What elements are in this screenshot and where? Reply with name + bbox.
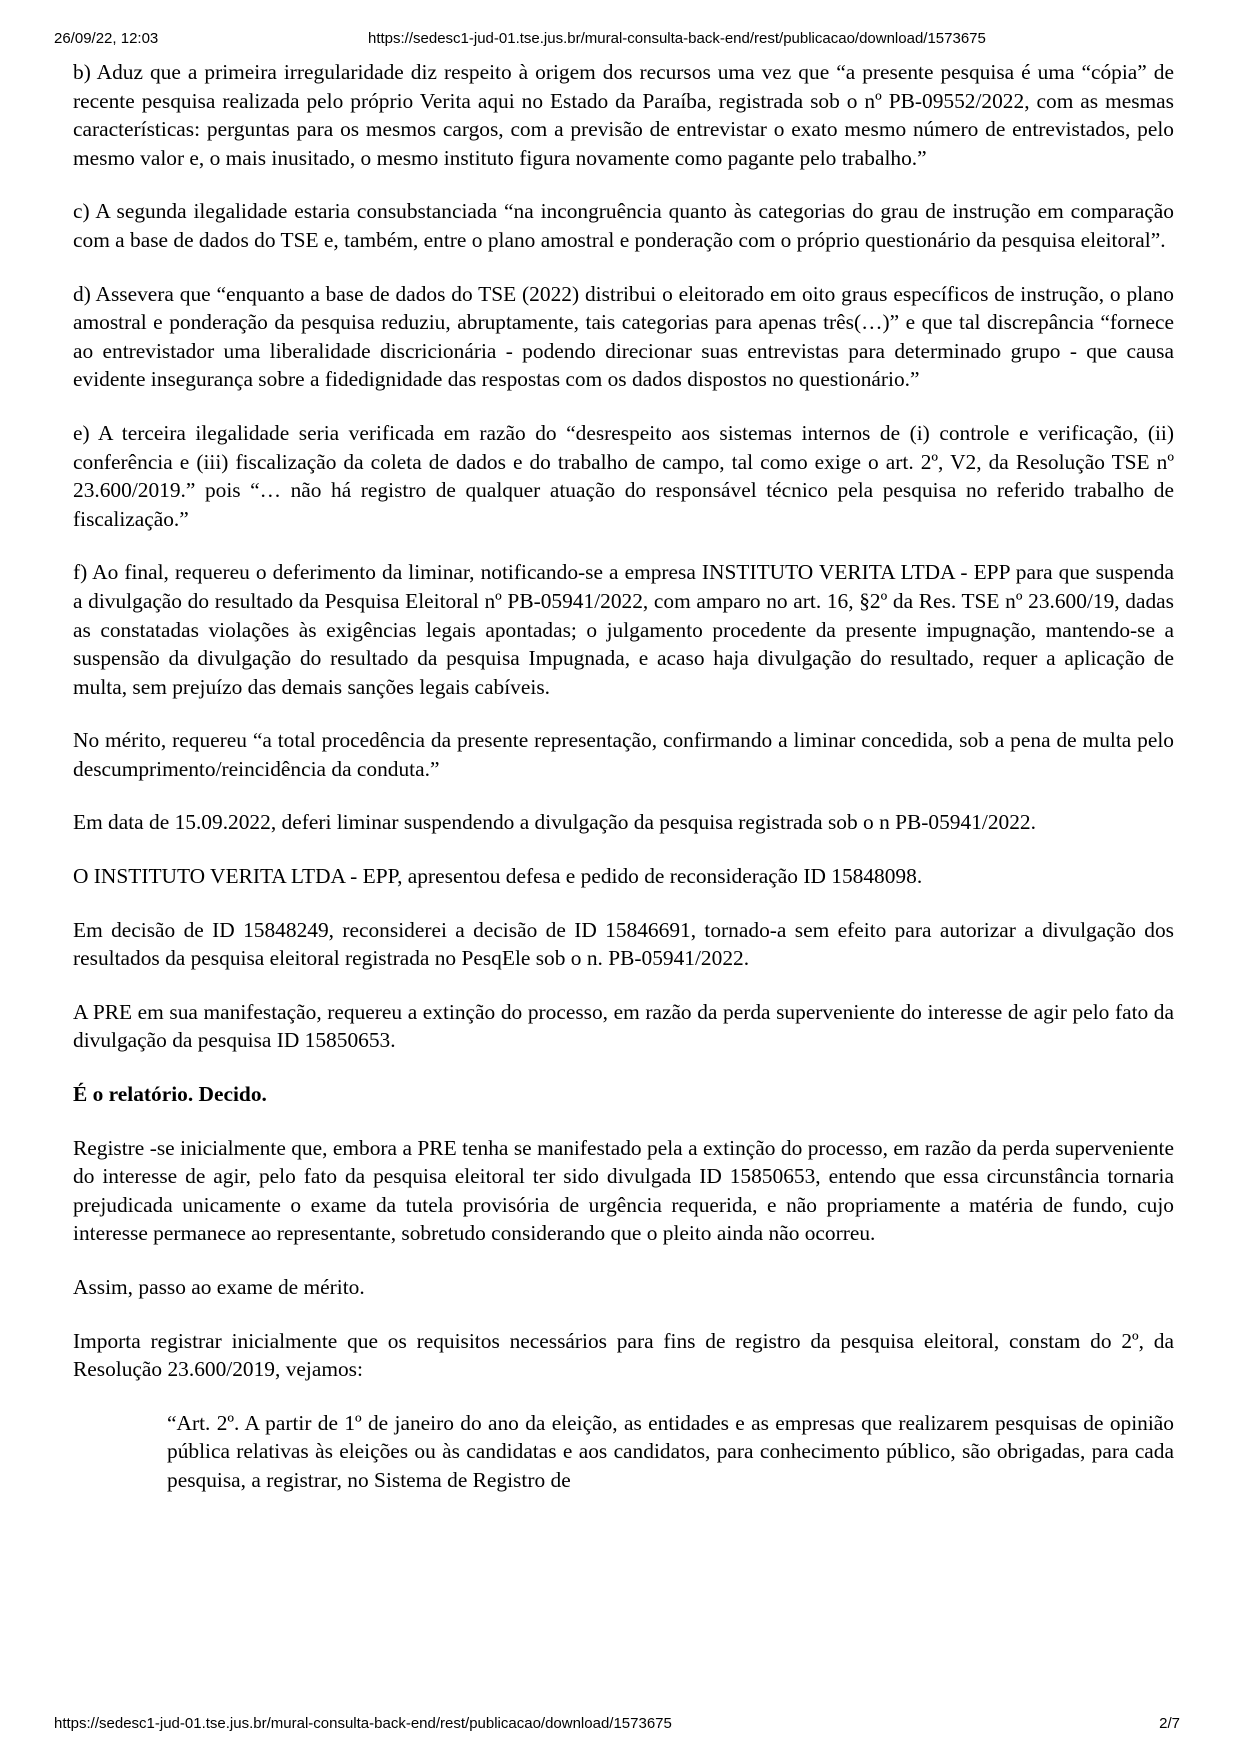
- print-footer: [0, 1715, 1240, 1735]
- paragraph-item-f: f) Ao final, requereu o deferimento da liminar, notificando-se a empresa INSTITUTO VERITA LTDA - EPP para que suspenda a divulgação do resultado da Pesquisa Eleitoral nº PB-05941/2022, com amparo no art. 16, §2º da Res. TSE nº 23.600/19, dadas as constatadas violações às exigências legais apontadas; o julgamento procedente da presente impugnação, mantendo-se a suspensão da divulgação do resultado da pesquisa Impugnada, e acaso haja divulgação do resultado, requer a aplicação de multa, sem prejuízo das demais sanções legais cabíveis.: [73, 560, 1174, 699]
- paragraph-exame-merito: Assim, passo ao exame de mérito.: [73, 1275, 365, 1299]
- document-body: [73, 58, 1174, 1495]
- page-number: 2/7: [1159, 1715, 1180, 1732]
- print-url: https://sedesc1-jud-01.tse.jus.br/mural-consulta-back-end/rest/publicacao/download/1573675: [368, 30, 986, 47]
- footer-url: https://sedesc1-jud-01.tse.jus.br/mural-consulta-back-end/rest/publicacao/download/1573675: [54, 1715, 672, 1732]
- paragraph-item-c: c) A segunda ilegalidade estaria consubstanciada “na incongruência quanto às categorias do grau de instrução em comparação com a base de dados do TSE e, também, entre o plano amostral e ponderação com o próprio questionário da pesquisa eleitoral”.: [73, 199, 1174, 252]
- section-heading-relatorio: É o relatório. Decido.: [73, 1082, 267, 1107]
- paragraph-item-b: b) Aduz que a primeira irregularidade diz respeito à origem dos recursos uma vez que “a presente pesquisa é uma “cópia” de recente pesquisa realizada pelo próprio Verita aqui no Estado da Paraíba, registrada sob o nº PB-09552/2022, com as mesmas características: perguntas para os mesmos cargos, com a previsão de entrevistar o exato mesmo número de entrevistados, pelo mesmo valor e, o mais inusitado, o mesmo instituto figura novamente como pagante pelo trabalho.”: [73, 60, 1174, 170]
- print-date-time: 26/09/22, 12:03: [54, 30, 159, 47]
- paragraph-reconsideracao: Em decisão de ID 15848249, reconsiderei a decisão de ID 15846691, tornado-a sem efeito para autorizar a divulgação dos resultados da pesquisa eleitoral registrada no PesqEle sob o n. PB-05941/2022.: [73, 917, 1174, 971]
- paragraph-liminar: Em data de 15.09.2022, deferi liminar suspendendo a divulgação da pesquisa registrada sob o n PB-05941/2022.: [73, 810, 1036, 835]
- block-quote-art2: “Art. 2º. A partir de 1º de janeiro do ano da eleição, as entidades e as empresas que realizarem pesquisas de opinião pública relativas às eleições ou às candidatas e aos candidatos, para conhecimento público, são obrigadas, para cada pesquisa, a registrar, no Sistema de Registro de: [167, 1410, 1174, 1492]
- paragraph-merito-request: No mérito, requereu “a total procedência da presente representação, confirmando a liminar concedida, sob a pena de multa pelo descumprimento/reincidência da conduta.”: [73, 728, 1174, 781]
- paragraph-registre: Registre -se inicialmente que, embora a PRE tenha se manifestado pela a extinção do processo, em razão da perda superveniente do interesse de agir, pelo fato da pesquisa eleitoral ter sido divulgada ID 15850653, entendo que essa circunstância tornaria prejudicada unicamente o exame da tutela provisória de urgência requerida, e não propriamente a matéria de fundo, cujo interesse permanece ao representante, sobretudo considerando que o pleito ainda não ocorreu.: [73, 1135, 1174, 1246]
- paragraph-defesa: O INSTITUTO VERITA LTDA - EPP, apresentou defesa e pedido de reconsideração ID 15848098.: [73, 864, 923, 889]
- paragraph-pre-manifestacao: A PRE em sua manifestação, requereu a extinção do processo, em razão da perda superveniente do interesse de agir pelo fato da divulgação da pesquisa ID 15850653.: [73, 999, 1174, 1053]
- paragraph-requisitos: Importa registrar inicialmente que os requisitos necessários para fins de registro da pesquisa eleitoral, constam do 2º, da Resolução 23.600/2019, vejamos:: [73, 1328, 1174, 1382]
- paragraph-item-e: e) A terceira ilegalidade seria verificada em razão do “desrespeito aos sistemas internos de (i) controle e verificação, (ii) conferência e (iii) fiscalização da coleta de dados e do trabalho de campo, tal como exige o art. 2º, V2, da Resolução TSE nº 23.600/2019.” pois “… não há registro de qualquer atuação do responsável técnico pela pesquisa no referido trabalho de fiscalização.”: [73, 420, 1174, 531]
- print-header: [0, 30, 1240, 50]
- paragraph-item-d: d) Assevera que “enquanto a base de dados do TSE (2022) distribui o eleitorado em oito graus específicos de instrução, o plano amostral e ponderação da pesquisa reduziu, abruptamente, tais categorias para apenas três(…)” e que tal discrepância “fornece ao entrevistador uma liberalidade discricionária - podendo direcionar suas entrevistas para determinado grupo - que causa evidente insegurança sobre a fidedignidade das respostas com os dados dispostos no questionário.”: [73, 281, 1174, 392]
